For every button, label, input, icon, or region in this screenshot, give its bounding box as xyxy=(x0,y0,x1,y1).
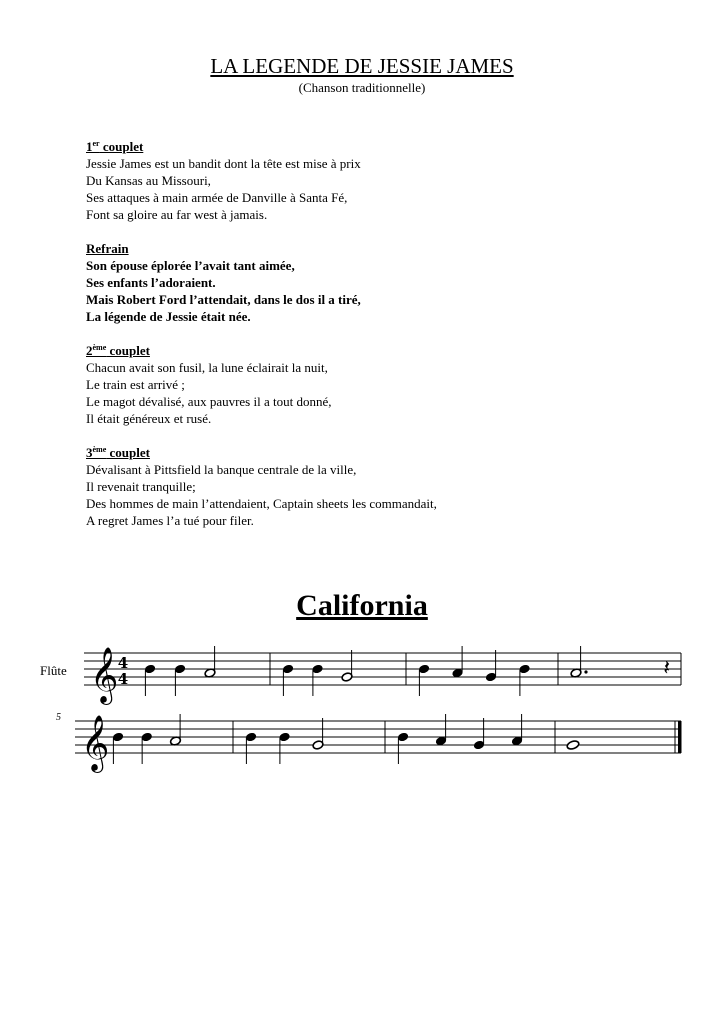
heading-superscript: ème xyxy=(92,445,107,454)
heading-superscript: er xyxy=(92,139,100,148)
heading-number: 2 xyxy=(86,343,93,358)
time-signature-bottom: 4 xyxy=(117,670,129,688)
lyric-line: Font sa gloire au far west à jamais. xyxy=(86,207,268,222)
treble-clef-icon: 𝄞 xyxy=(90,647,119,703)
heading-label: couplet xyxy=(99,139,144,154)
heading-number: 1 xyxy=(86,139,93,154)
song-subtitle: (Chanson traditionnelle) xyxy=(298,80,426,95)
lyric-line: Ses attaques à main armée de Danville à Santa Fé, xyxy=(86,190,348,205)
time-signature-top: 4 xyxy=(117,654,129,672)
heading-label: couplet xyxy=(106,445,150,460)
lyric-line: Ses enfants l’adoraient. xyxy=(86,275,216,290)
quarter-rest-icon: 𝄽 xyxy=(663,656,671,681)
final-barline-thick xyxy=(678,721,682,753)
lyric-line: Chacun avait son fusil, la lune éclairait la nuit, xyxy=(86,360,328,375)
stanza-heading: Refrain xyxy=(86,241,129,256)
lyric-line: Mais Robert Ford l’attendait, dans le dos il a tiré, xyxy=(86,292,361,307)
song-heading: LA LEGENDE DE JESSIE JAMES xyxy=(210,54,514,78)
instrument-label: Flûte xyxy=(40,663,67,678)
lyric-line: A regret James l’a tué pour filer. xyxy=(86,513,254,528)
lyric-line: La légende de Jessie était née. xyxy=(86,309,251,324)
lyric-line: Il était généreux et rusé. xyxy=(86,411,212,426)
lyric-line: Dévalisant à Pittsfield la banque centrale de la ville, xyxy=(86,462,357,477)
lyric-line: Jessie James est un bandit dont la tête est mise à prix xyxy=(86,156,361,171)
measure-number: 5 xyxy=(56,712,61,723)
heading-label: couplet xyxy=(106,343,150,358)
lyric-line: Le magot dévalisé, aux pauvres il a tout donné, xyxy=(86,394,332,409)
augmentation-dot xyxy=(584,670,587,673)
lyric-line: Il revenait tranquille; xyxy=(86,479,196,494)
score-title: California xyxy=(296,589,428,622)
treble-clef-icon: 𝄞 xyxy=(81,715,110,771)
lyric-line: Le train est arrivé ; xyxy=(86,377,185,392)
lyric-line: Des hommes de main l’attendaient, Captain sheets les commandait, xyxy=(86,496,437,511)
lyric-line: Son épouse éplorée l’avait tant aimée, xyxy=(86,258,295,273)
lyric-line: Du Kansas au Missouri, xyxy=(86,173,211,188)
heading-superscript: ème xyxy=(92,343,107,352)
heading-number: 3 xyxy=(86,445,93,460)
note-head xyxy=(566,740,580,751)
